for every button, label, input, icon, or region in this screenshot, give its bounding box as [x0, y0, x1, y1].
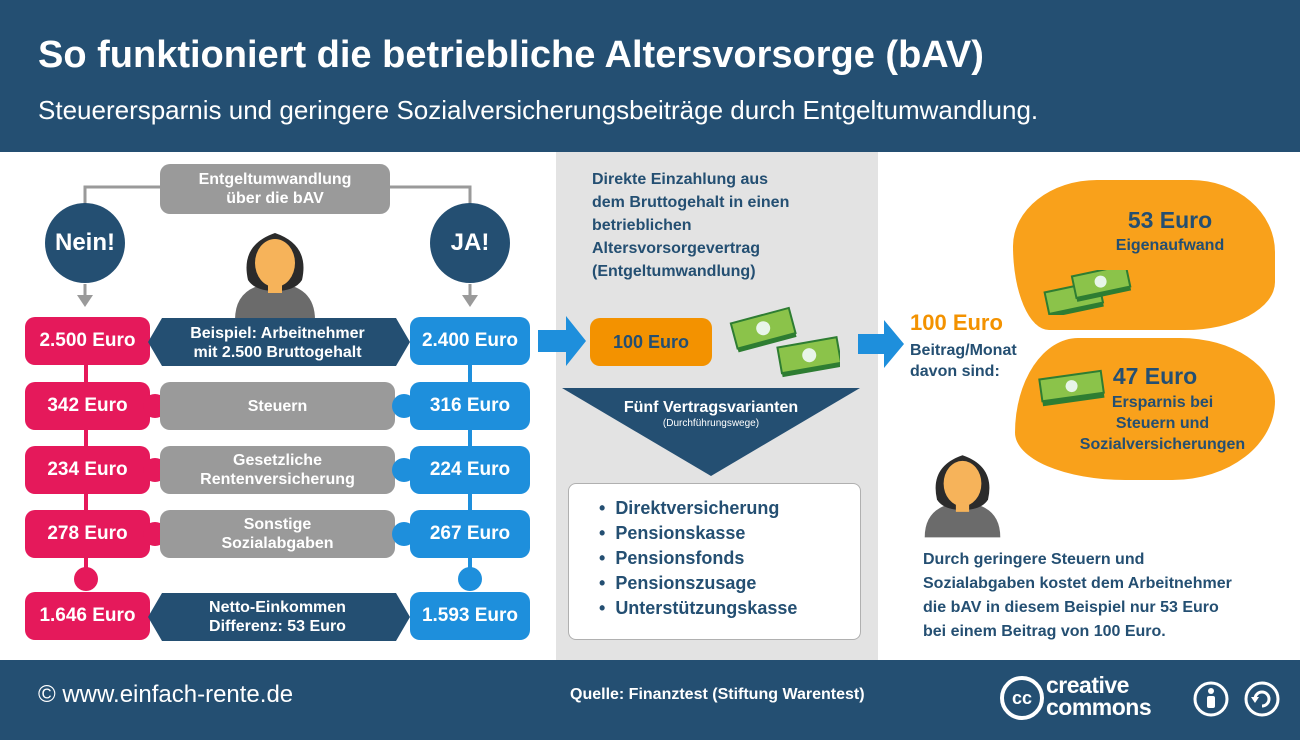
- amount-pill: [590, 318, 712, 366]
- page-title: So funktioniert die betriebliche Altersvorsorge (bAV): [38, 34, 984, 76]
- row-tax-right: [410, 382, 530, 430]
- variants-title: Fünf Vertragsvarianten: [623, 399, 799, 416]
- cc-logo-icon: cc: [1000, 676, 1044, 720]
- arrow-right-icon: [858, 318, 906, 370]
- page-subtitle: Steuerersparnis und geringere Sozialversicherungsbeiträge durch Entgeltumwandlung.: [38, 95, 1039, 125]
- row-pension-center: [160, 446, 395, 494]
- net-left-dot: [74, 567, 98, 591]
- variant-item-label: Pensionskasse: [615, 523, 746, 543]
- middle-intro-line5: (Entgeltumwandlung): [592, 263, 756, 280]
- row-tax-right-value: 316 Euro: [429, 395, 511, 416]
- variants-subtitle: (Durchführungswege): [662, 418, 760, 429]
- row-social-center-line2: Sozialabgaben: [221, 535, 334, 552]
- row-tax-center: [160, 382, 395, 430]
- row-tax-left: [25, 382, 150, 430]
- saving-label-line1: Ersparnis bei: [1111, 394, 1214, 411]
- variant-item: • Pensionszusage: [599, 573, 757, 593]
- row-net-right: [410, 592, 530, 640]
- middle-intro-line2: dem Bruttogehalt in einen: [592, 194, 790, 211]
- variant-item: • Unterstützungskasse: [599, 598, 798, 618]
- person-icon: [230, 225, 320, 320]
- row-net-center: [160, 598, 395, 636]
- share-alike-icon: [1243, 680, 1281, 718]
- row-tax-left-value: 342 Euro: [47, 395, 128, 416]
- conclusion-line1: Durch geringere Steuern und: [923, 551, 1145, 568]
- entgeltumwandlung-label: [160, 164, 390, 214]
- amount-pill-value: 100 Euro: [612, 331, 690, 352]
- yes-label: JA!: [450, 229, 490, 256]
- conclusion-text: [923, 548, 1232, 644]
- variant-item-label: Pensionszusage: [615, 573, 757, 593]
- saving-label: [1060, 392, 1265, 455]
- person-icon: [920, 445, 1005, 540]
- row-net-center-line2: Differenz: 53 Euro: [209, 618, 346, 635]
- middle-intro-line3: betrieblichen: [592, 217, 692, 234]
- conclusion-line3: die bAV in diesem Beispiel nur 53 Euro: [923, 599, 1219, 616]
- row-social-center-line1: Sonstige: [243, 516, 312, 533]
- saving-label-line2: Steuern und: [1115, 415, 1210, 432]
- row-tax-center-line1: Steuern: [247, 397, 308, 415]
- cc-wordmark-line1: creative: [1046, 672, 1129, 698]
- row-pension-left: [25, 446, 150, 494]
- row-pension-left-value: 234 Euro: [47, 459, 128, 480]
- row-social-right: [410, 510, 530, 558]
- total-label-line1: Beitrag/Monat: [910, 342, 1017, 359]
- middle-intro: [592, 168, 789, 283]
- row-social-left-value: 278 Euro: [47, 523, 128, 544]
- no-label: Nein!: [55, 229, 115, 256]
- cc-wordmark: [1046, 674, 1151, 718]
- conclusion-line4: bei einem Beitrag von 100 Euro.: [923, 623, 1166, 640]
- money-icon: [725, 305, 840, 380]
- row-social-center: [160, 510, 395, 558]
- arrow-right-icon: [538, 312, 588, 370]
- entgeltumwandlung-line1: Entgeltumwandlung: [198, 171, 352, 188]
- entgeltumwandlung-line2: über die bAV: [226, 190, 324, 207]
- attribution-icon: [1192, 680, 1230, 718]
- row-pension-right: [410, 446, 530, 494]
- row-pension-center-line1: Gesetzliche: [233, 452, 322, 469]
- row-net-center-line1: Netto-Einkommen: [209, 599, 346, 616]
- middle-intro-line1: Direkte Einzahlung aus: [592, 171, 769, 188]
- row-pension-right-value: 224 Euro: [429, 459, 511, 480]
- row-net-right-value: 1.593 Euro: [421, 605, 519, 626]
- source-text: Quelle: Finanztest (Stiftung Warentest): [570, 686, 865, 703]
- money-icon: [1040, 270, 1135, 315]
- row-gross-right-value: 2.400 Euro: [421, 330, 519, 351]
- row-gross-center: [160, 324, 395, 362]
- saving-label-line3: Sozialversicherungen: [1079, 436, 1246, 453]
- conclusion-line2: Sozialabgaben kostet dem Arbeitnehmer: [923, 575, 1232, 592]
- variant-item-label: Unterstützungskasse: [615, 598, 798, 618]
- row-gross-center-line2: mit 2.500 Bruttogehalt: [193, 344, 362, 361]
- cc-wordmark-line2: commons: [1046, 694, 1152, 720]
- variant-item: • Pensionsfonds: [599, 548, 745, 568]
- row-social-right-value: 267 Euro: [429, 523, 511, 544]
- variant-item-label: Pensionsfonds: [615, 548, 745, 568]
- own-cost-amount: 53 Euro: [1127, 207, 1213, 233]
- row-gross-left: [25, 317, 150, 365]
- total-amount: 100 Euro: [910, 310, 1003, 335]
- row-gross-left-value: 2.500 Euro: [39, 330, 136, 351]
- yes-circle: [430, 203, 510, 283]
- row-gross-right: [410, 317, 530, 365]
- own-cost-label: Eigenaufwand: [1115, 237, 1225, 254]
- net-right-dot: [458, 567, 482, 591]
- no-circle: [45, 203, 125, 283]
- saving-amount: 47 Euro: [1112, 363, 1198, 389]
- variant-item: • Direktversicherung: [599, 498, 780, 518]
- variant-item-label: Direktversicherung: [615, 498, 780, 518]
- total-label-line2: davon sind:: [910, 363, 1000, 380]
- row-pension-center-line2: Rentenversicherung: [200, 471, 355, 488]
- variants-box: [568, 483, 861, 640]
- row-net-left: [25, 592, 150, 640]
- total-label: [910, 340, 1017, 382]
- middle-intro-line4: Altersvorsorgevertrag: [592, 240, 761, 257]
- row-social-left: [25, 510, 150, 558]
- variant-item: • Pensionskasse: [599, 523, 746, 543]
- row-net-left-value: 1.646 Euro: [39, 605, 136, 626]
- website-link[interactable]: © www.einfach-rente.de: [38, 681, 294, 708]
- row-gross-center-line1: Beispiel: Arbeitnehmer: [190, 325, 365, 342]
